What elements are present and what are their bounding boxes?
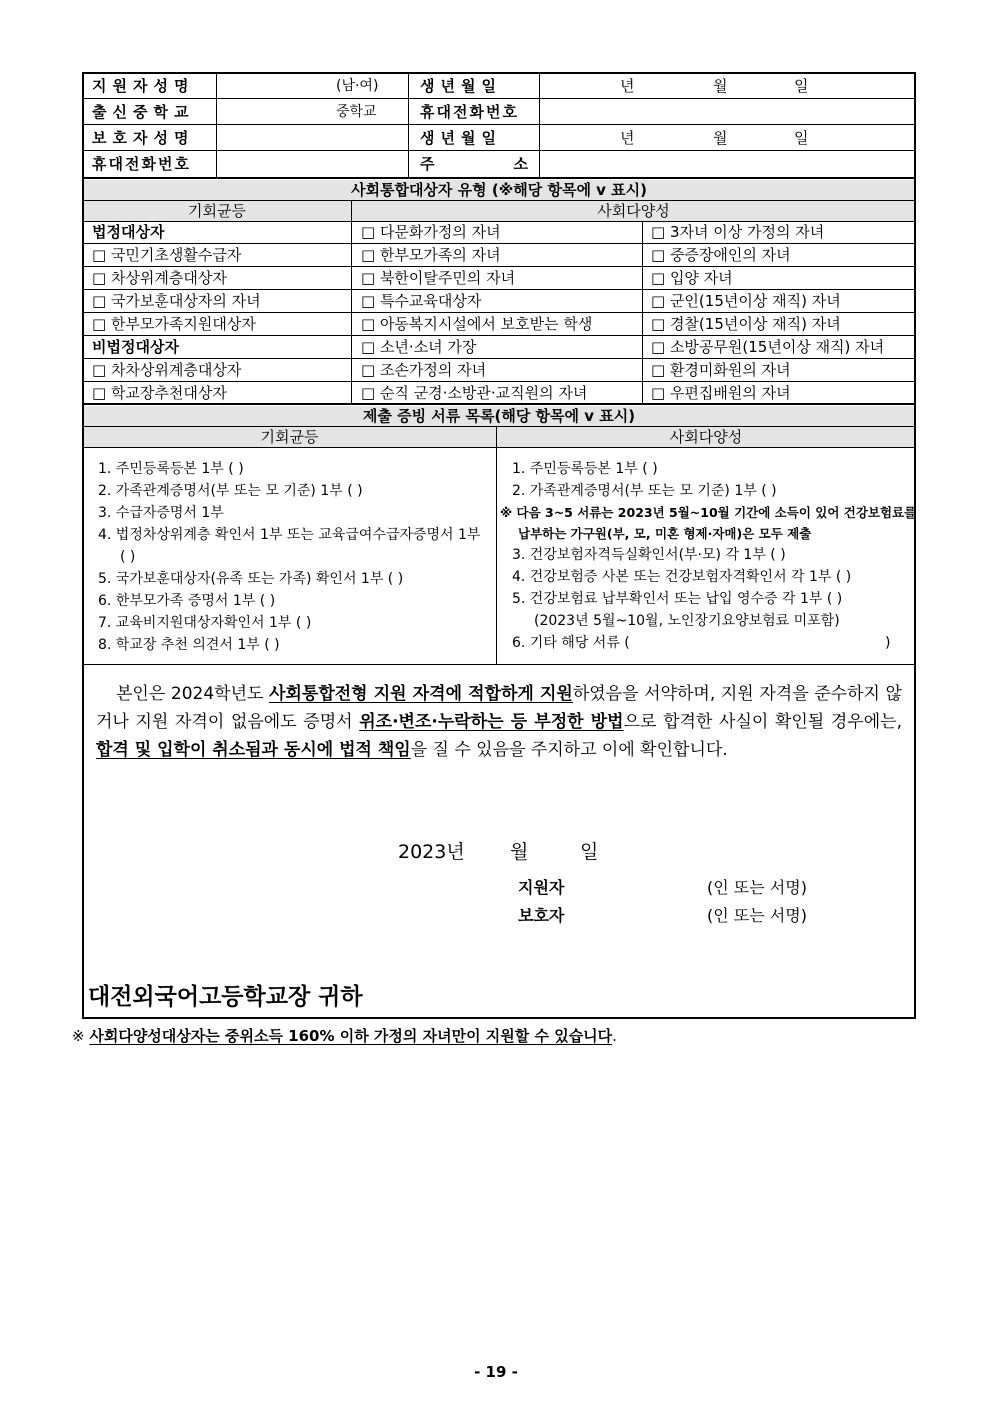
type-checkbox-child-head[interactable]: □ 소년·소녀 가장 (361, 338, 477, 356)
types-section-title: 사회통합대상자 유형 (※해당 항목에 v 표시) (350, 181, 648, 199)
page-number: - 19 - (474, 1363, 518, 1381)
type-checkbox-welfare-facility[interactable]: □ 아동복지시설에서 보호받는 학생 (361, 315, 593, 333)
school-suffix: 중학교 (336, 104, 377, 120)
addressee: 대전외국어고등학교장 귀하 (88, 984, 363, 1010)
type-checkbox-fallen-servant[interactable]: □ 순직 군경·소방관·교직원의 자녀 (361, 384, 588, 402)
school-label: 출신중학교 (92, 103, 195, 121)
type-checkbox-police[interactable]: □ 경찰(15년이상 재직) 자녀 (651, 315, 841, 333)
doc-left-2[interactable]: 2. 가족관계증명서(부 또는 모 기준) 1부 ( ) (98, 483, 363, 499)
type-checkbox-military[interactable]: □ 군인(15년이상 재직) 자녀 (651, 292, 841, 310)
doc-right-note-line1: ※ 다음 3~5 서류는 2023년 5월~10월 기간에 소득이 있어 건강보험료를 (500, 505, 917, 520)
applicant-mobile-label: 휴대전화번호 (420, 103, 519, 121)
decl-part4: 을 질 수 있음을 주지하고 이에 확인합니다. (410, 740, 728, 760)
decl-underline1: 사회통합전형 지원 자격에 적합하게 지원 (269, 684, 573, 704)
type-checkbox-severe-disability[interactable]: □ 중증장애인의 자녀 (651, 246, 791, 264)
sign-day: 일 (580, 841, 599, 863)
declaration-text (96, 680, 902, 764)
doc-left-5[interactable]: 5. 국가보훈대상자(유족 또는 가족) 확인서 1부 ( ) (98, 571, 404, 587)
sign-guardian-note[interactable]: (인 또는 서명) (707, 906, 807, 925)
type-checkbox-multicultural[interactable]: □ 다문화가정의 자녀 (361, 223, 501, 241)
guardian-date-day: 일 (794, 129, 809, 147)
doc-left-4: 4. 법정차상위계층 확인서 1부 또는 교육급여수급자증명서 1부 (98, 527, 481, 543)
doc-left-8[interactable]: 8. 학교장 추천 의견서 1부 ( ) (98, 637, 280, 653)
type-checkbox-defector[interactable]: □ 북한이탈주민의 자녀 (361, 269, 516, 287)
footnote-end: . (612, 1027, 617, 1045)
type-checkbox-single-parent-family[interactable]: □ 한부모가족의 자녀 (361, 246, 501, 264)
type-checkbox-near-poverty[interactable]: □ 차상위계층대상자 (92, 269, 227, 287)
doc-left-4-check[interactable]: ( ) (120, 549, 136, 565)
type-checkbox-adopted[interactable]: □ 입양 자녀 (651, 269, 733, 287)
sign-month: 월 (510, 841, 529, 863)
doc-left-6[interactable]: 6. 한부모가족 증명서 1부 ( ) (98, 593, 276, 609)
type-checkbox-special-edu[interactable]: □ 특수교육대상자 (361, 292, 482, 310)
doc-right-3[interactable]: 3. 건강보험자격득실확인서(부·모) 각 1부 ( ) (512, 547, 786, 563)
docs-left-header: 기회균등 (260, 428, 319, 446)
sign-applicant-label: 지원자 (518, 878, 565, 897)
types-col2-header: 사회다양성 (597, 202, 670, 220)
doc-right-6[interactable]: 6. 기타 해당 서류 ( (512, 635, 630, 651)
date-month: 월 (713, 77, 728, 95)
type-checkbox-grandparent[interactable]: □ 조손가정의 자녀 (361, 361, 487, 379)
type-checkbox-three-children[interactable]: □ 3자녀 이상 가정의 자녀 (651, 223, 825, 241)
applicant-birth-label: 생년월일 (420, 77, 502, 95)
guardian-address-label: 주 소 (420, 155, 528, 173)
decl-underline3: 합격 및 입학이 취소됨과 동시에 법적 책임 (96, 740, 411, 760)
guardian-name-label: 보호자성명 (92, 129, 195, 147)
legal-title: 법정대상자 (92, 223, 165, 241)
decl-part3: 으로 합격한 사실이 확인될 경우에는, (623, 712, 902, 732)
decl-part2: 하였음을 서약하며, 지원 자격을 준수하지 않거나 지원 자격이 없음에도 증명서 (96, 684, 902, 732)
type-checkbox-second-near-poverty[interactable]: □ 차차상위계층대상자 (92, 361, 242, 379)
doc-right-2[interactable]: 2. 가족관계증명서(부 또는 모 기준) 1부 ( ) (512, 483, 777, 499)
guardian-date-year: 년 (620, 129, 635, 147)
type-checkbox-basic-living[interactable]: □ 국민기초생활수급자 (92, 246, 242, 264)
docs-right-header: 사회다양성 (669, 428, 743, 446)
type-checkbox-sanitation[interactable]: □ 환경미화원의 자녀 (651, 361, 791, 379)
decl-underline2: 위조·변조·누락하는 등 부정한 방법 (359, 712, 624, 732)
date-year: 년 (620, 77, 635, 95)
gender-text[interactable]: (남·여) (336, 78, 379, 94)
type-checkbox-principal-recommend[interactable]: □ 학교장추천대상자 (92, 384, 227, 402)
guardian-birth-label: 생년월일 (420, 129, 502, 147)
doc-right-1[interactable]: 1. 주민등록등본 1부 ( ) (512, 461, 658, 477)
decl-part1: 본인은 2024학년도 (116, 684, 270, 704)
doc-right-4[interactable]: 4. 건강보험증 사본 또는 건강보험자격확인서 각 1부 ( ) (512, 569, 852, 585)
doc-left-7[interactable]: 7. 교육비지원대상자확인서 1부 ( ) (98, 615, 312, 631)
applicant-name-label: 지원자성명 (92, 77, 195, 95)
doc-right-note-line2: 납부하는 가구원(부, 모, 미혼 형제·자매)은 모두 제출 (518, 526, 812, 541)
doc-right-5[interactable]: 5. 건강보험료 납부확인서 또는 납입 영수증 각 1부 ( ) (512, 591, 843, 607)
footnote (72, 1026, 617, 1046)
type-checkbox-veteran[interactable]: □ 국가보훈대상자의 자녀 (92, 292, 261, 310)
type-checkbox-firefighter[interactable]: □ 소방공무원(15년이상 재직) 자녀 (651, 338, 885, 356)
doc-right-5-note: (2023년 5월~10월, 노인장기요양보험료 미포함) (534, 613, 840, 629)
type-checkbox-postal[interactable]: □ 우편집배원의 자녀 (651, 384, 791, 402)
doc-left-1[interactable]: 1. 주민등록등본 1부 ( ) (98, 461, 244, 477)
docs-section-title: 제출 증빙 서류 목록(해당 항목에 v 표시) (362, 407, 636, 425)
footnote-text: 사회다양성대상자는 중위소득 160% 이하 가정의 자녀만이 지원할 수 있습니다 (89, 1027, 613, 1045)
doc-right-6-close: ) (885, 635, 891, 651)
sign-guardian-label: 보호자 (518, 906, 565, 925)
type-checkbox-single-parent-support[interactable]: □ 한부모가족지원대상자 (92, 315, 256, 333)
sign-applicant-note[interactable]: (인 또는 서명) (707, 878, 807, 897)
guardian-date-month: 월 (713, 129, 728, 147)
guardian-mobile-label: 휴대전화번호 (92, 155, 191, 173)
footnote-mark: ※ (72, 1027, 90, 1045)
sign-year: 2023년 (398, 841, 465, 863)
types-col1-header: 기회균등 (188, 202, 246, 220)
doc-left-3: 3. 수급자증명서 1부 (98, 505, 224, 521)
nonlegal-title: 비법정대상자 (92, 338, 179, 356)
date-day: 일 (794, 77, 809, 95)
